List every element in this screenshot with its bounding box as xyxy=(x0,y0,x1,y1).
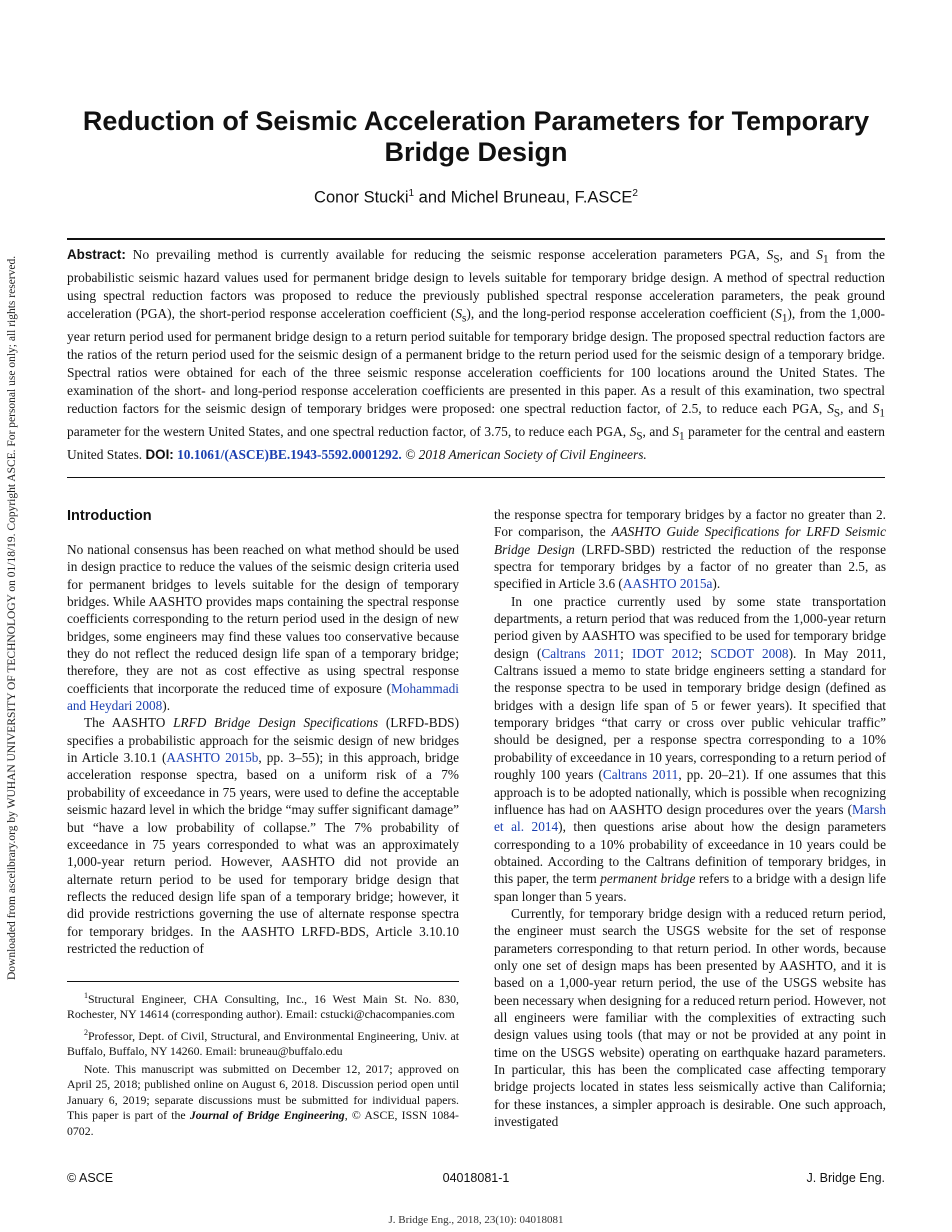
author-1: Conor Stucki xyxy=(314,188,409,207)
paragraph xyxy=(494,593,886,905)
italic-title: AASHTO Guide Specifications for LRFD Seismic Bridge Design xyxy=(494,524,886,557)
abstract-text: , and xyxy=(779,247,817,262)
reference-link[interactable]: SCDOT 2008 xyxy=(710,645,789,661)
abstract-text: No prevailing method is currently available for reducing the seismic response acceleration parameters PGA, xyxy=(125,247,767,262)
abstract xyxy=(67,246,885,464)
author-conjunction: and xyxy=(414,188,451,207)
paragraph-text: (LRFD-SBD) restricted the reduction of the response spectra for temporary bridges by a factor of no greater than 2.5, as specified in Article 3.6 ( xyxy=(494,541,886,592)
abstract-text: from the probabilistic seismic hazard values used for permanent bridge design to levels suitable for temporary bridge design. A method of spectral reduction using spectral reduction factors was proposed to reduce the previously published spectral response acceleration parameters, the peak ground acceleration (PGA), the short-period response acceleration coefficient ( xyxy=(67,247,885,321)
paragraph-text: ), then questions arise about how the design parameters corresponding to a 10% probability of exceedance in 10 years could be obtained. According to the Caltrans definition of temporary bridges, in this paper, the term xyxy=(494,819,886,887)
abstract-text: parameter for the western United States, and one spectral reduction factor, of 3.75, to reduce each PGA, xyxy=(67,423,630,439)
abstract-symbol: S xyxy=(455,305,463,321)
abstract-text: parameter for the central and eastern United States. xyxy=(67,423,885,462)
abstract-subscript: 1 xyxy=(879,407,885,420)
abstract-subscript: S xyxy=(833,407,841,420)
reference-link[interactable]: AASHTO 2015b xyxy=(166,750,259,766)
abstract-subscript: s xyxy=(462,312,467,325)
author-line xyxy=(40,188,912,208)
author-2: Michel Bruneau, F.ASCE xyxy=(450,188,633,207)
right-column xyxy=(494,506,886,1130)
copyright-notice: © 2018 American Society of Civil Engineers. xyxy=(401,446,647,462)
reference-link[interactable]: IDOT 2012 xyxy=(632,645,699,661)
reference-link[interactable]: Mohammadi and Heydari 2008 xyxy=(67,680,459,714)
paragraph-text: the response spectra for temporary bridges by a factor no greater than 2. For comparison, the xyxy=(494,507,886,540)
footnote-rule xyxy=(67,981,459,982)
paragraph-text: In one practice currently used by some state transportation departments, a return period that was reduced from the 1,000-year return period given by AASHTO was specified to be used for temporary bridge design ( xyxy=(494,593,886,661)
paragraph xyxy=(67,541,459,714)
paragraph-text: , pp. 20–21). If one assumes that this approach is to be adopted nationally, which is possible when recognizing influence has had on AASHTO design procedures over the years ( xyxy=(494,767,887,817)
abstract-text: , and xyxy=(840,401,873,417)
paragraph-text: No national consensus has been reached on what method should be used in design practice to reduce the values of the seismic design criteria used for permanent bridges to levels suitable for the design of temporary bridges. While AASHTO provides maps containing the spectral response coefficients corresponding to the return period used in the design of new bridges, some engineers may find these values too conservative because they do not reflect the reduced design life span of a temporary bridge; therefore, they are not as cost effective as using spectral response coefficients that incorporate the reduced time of exposure ( xyxy=(67,542,459,696)
reference-link[interactable]: Marsh et al. 2014 xyxy=(494,801,886,835)
paragraph: Currently, for temporary bridge design with a reduced return period, the engineer must search the USGS website for the set of response parameters corresponding to that return period. In other words, because only one set of design maps has been presented by AASHTO, and it is based on a 1,000-year return period, the use of the USGS website has been necessary when designing for a reduced return period. However, not all engineers were familiar with the complexities of extracting such design values using tools (that may or not be provided at any point in time on the USGS website) operating on earthquake hazard parameters. In particular, this has been the complicated case affecting temporary bridge projects located in states less seismically active than California; for these instances, a simpler approach is desirable. One such approach, investigated xyxy=(494,905,886,1130)
abstract-text: ), and the long-period response acceleration coefficient ( xyxy=(466,305,776,321)
paragraph xyxy=(494,506,886,593)
download-notice-text: Downloaded from ascelibrary.org by WUHAN UNIVERSITY OF TECHNOLOGY on 01/18/19. Copyright ASCE. For personal use only; all rights reserved. xyxy=(6,255,18,980)
abstract-symbol: S xyxy=(672,423,680,439)
abstract-subscript: 1 xyxy=(781,312,788,325)
abstract-symbol: S xyxy=(775,305,782,321)
footer-publisher: © ASCE xyxy=(67,1171,114,1185)
footnote-1 xyxy=(67,988,459,1023)
footnotes xyxy=(67,988,459,1141)
footer-page-number: 04018081-1 xyxy=(442,1171,510,1185)
introduction-heading: Introduction xyxy=(67,508,152,524)
abstract-text: , and xyxy=(642,423,673,439)
note-text: Note. This manuscript was submitted on December 12, 2017; approved on April 25, 2018; published online on August 6, 2018. Discussion period open until January 6, 2019; separate discussions must be submitted for individual papers. This paper is part of the xyxy=(67,1061,459,1123)
abstract-symbol: S xyxy=(872,401,880,417)
paragraph-text: ). xyxy=(712,576,721,592)
abstract-text: ), from the 1,000-year return period used for permanent bridge design to a return period suitable for temporary bridge design. The proposed spectral reduction factors are the ratios of the return period used for the seismic design of a permanent bridge to the return period used for the seismic design of a temporary bridge. Spectral ratios were obtained for each of the three seismic response acceleration coefficients for 100 locations around the United States. The examination of the short- and long-period response acceleration coefficients are presented in this paper. As a result of this examination, two spectral reduction factors for the seismic design of temporary bridges were proposed: one spectral reduction factor, of 2.5, to reduce each PGA, xyxy=(67,305,885,417)
citation-line: J. Bridge Eng., 2018, 23(10): 04018081 xyxy=(388,1214,564,1226)
abstract-bottom-rule xyxy=(67,477,885,478)
separator: ; xyxy=(620,645,633,661)
footnote-mark: 2 xyxy=(84,1027,88,1037)
abstract-symbol: S xyxy=(629,423,637,439)
download-notice-sidebar xyxy=(2,36,22,986)
footnote-2 xyxy=(67,1025,459,1060)
paragraph-text: The AASHTO xyxy=(84,715,174,731)
abstract-symbol: S xyxy=(816,247,823,262)
abstract-subscript: 1 xyxy=(823,253,829,266)
paragraph-text: (LRFD-BDS) specifies a probabilistic approach for the seismic design of new bridges in Article 3.10.1 ( xyxy=(67,715,460,766)
abstract-symbol: S xyxy=(766,247,774,262)
footnote-text: Structural Engineer, CHA Consulting, Inc., 16 West Main St. No. 830, Rochester, NY 14614 (corresponding author). Email: cstucki@chacompanies.com xyxy=(67,991,459,1022)
paragraph-text: , pp. 3–55); in this approach, bridge acceleration response spectra, based on a uniform risk of a 7% probability of exceedance in 75 years, were used to define the acceptable seismic hazard level in which the bridge “may suffer significant damage” but “have a low probability of collapse.” The 7% probability of exceedance in 75 years corresponded to what was an approximately 1,000-year return period. However, AASHTO did not provide an alternate return period to be used for temporary bridge design that reflects the reduced design life span of a temporary bridge; however, it did provide restrictions governing the use of alternate response spectra for temporary bridges. In the AASHTO LRFD-BDS, Article 3.10.10 restricted the reduction of xyxy=(67,750,459,956)
author-2-footnote-mark[interactable]: 2 xyxy=(632,188,638,199)
note-text: , © ASCE, ISSN 1084-0702. xyxy=(67,1108,459,1138)
abstract-subscript: S xyxy=(636,430,643,443)
abstract-label: Abstract: xyxy=(67,247,126,262)
reference-link[interactable]: AASHTO 2015a xyxy=(622,576,713,592)
italic-title: LRFD Bridge Design Specifications xyxy=(173,715,379,731)
paragraph-text: refers to a bridge with a design life span longer than 5 years. xyxy=(494,871,886,904)
abstract-subscript: S xyxy=(773,253,780,266)
paragraph xyxy=(67,714,459,957)
paragraph-text: ). xyxy=(162,698,171,714)
author-1-footnote-mark[interactable]: 1 xyxy=(408,188,415,199)
doi-link[interactable]: 10.1061/(ASCE)BE.1943-5592.0001292. xyxy=(177,446,402,462)
paragraph-text: ). In May 2011, Caltrans issued a memo to state bridge engineers setting a standard for the response spectra to be used in temporary bridge design (defined as bridges with a design life span of 5 or fewer years). It specified that temporary bridges “that carry or cross over public vehicular traffic” should be designed, per a response spectra corresponding to a 10% probability of exceedance in 10 years, corresponding to a return period of roughly 100 years ( xyxy=(494,645,886,783)
abstract-top-rule xyxy=(67,238,885,240)
separator: ; xyxy=(698,645,711,661)
submission-note xyxy=(67,1062,459,1140)
reference-link[interactable]: Caltrans 2011 xyxy=(602,767,679,783)
footnote-mark: 1 xyxy=(84,991,88,1000)
italic-term: permanent bridge xyxy=(600,871,696,887)
left-column xyxy=(67,541,459,957)
abstract-subscript: 1 xyxy=(679,430,685,443)
doi-label: DOI: xyxy=(145,446,174,462)
footer-journal: J. Bridge Eng. xyxy=(806,1171,885,1185)
abstract-symbol: S xyxy=(827,401,834,417)
reference-link[interactable]: Caltrans 2011 xyxy=(541,645,621,661)
journal-name: Journal of Bridge Engineering xyxy=(189,1108,345,1123)
footnote-text: Professor, Dept. of Civil, Structural, and Environmental Engineering, Univ. at Buffalo, Buffalo, NY 14260. Email: bruneau@buffalo.edu xyxy=(67,1028,459,1059)
paper-title: Reduction of Seismic Acceleration Parameters for Temporary Bridge Design xyxy=(82,106,870,167)
